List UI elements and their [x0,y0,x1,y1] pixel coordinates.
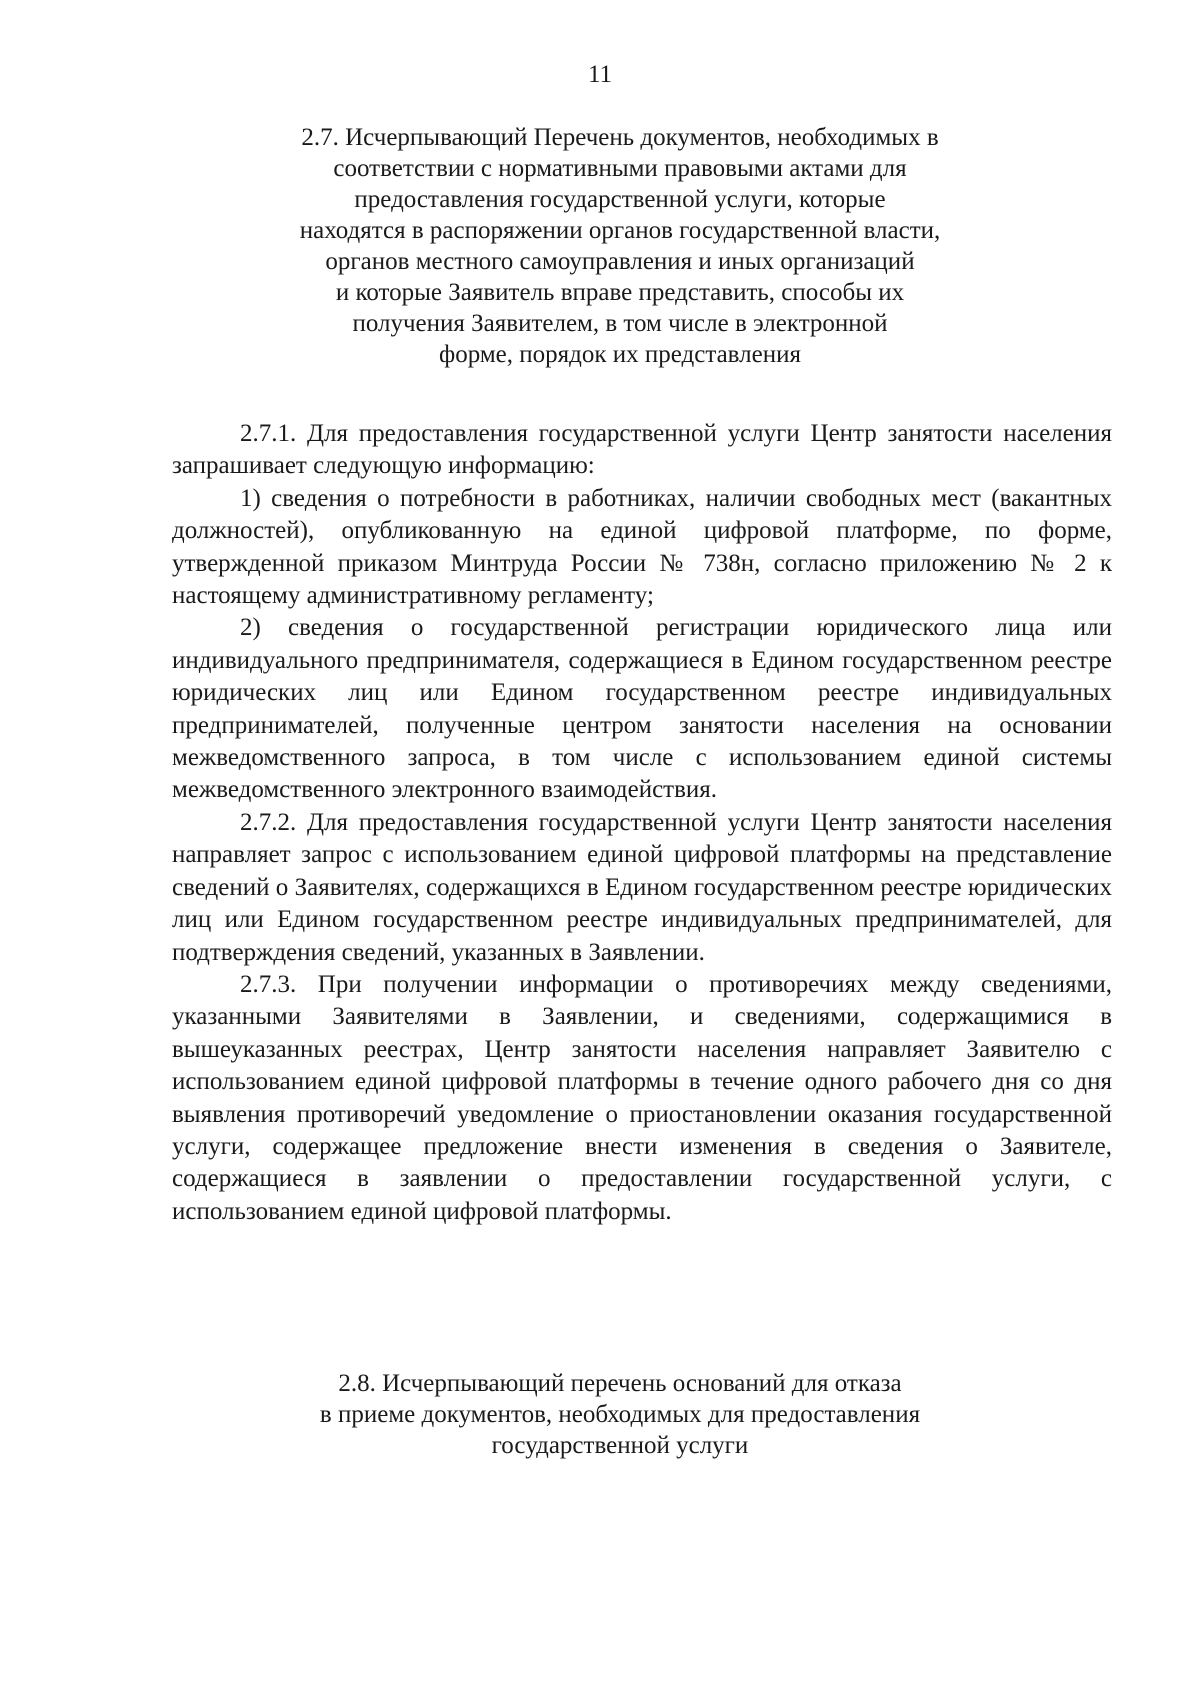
page-number: 11 [587,61,613,88]
heading-line: 2.7. Исчерпывающий Перечень документов, необходимых в [301,124,939,151]
heading-line: форме, порядок их представления [439,341,801,368]
list-item-2: 2) сведения о государственной регистрации юридического лица или индивидуального предпринимателя, содержащиеся в Едином государственном реестре юридических лиц или Едином государственном реестре индивидуальных предпринимателей, полученные центром занятости населения на основании межведомственного запроса, в том числе с использованием единой системы межведомственного электронного взаимодействия. [172,614,1112,804]
heading-line: получения Заявителем, в том числе в электронной [352,310,888,337]
heading-line: в приеме документов, необходимых для предоставления [319,1401,921,1428]
heading-line: 2.8. Исчерпывающий перечень оснований для отказа [338,1370,902,1397]
heading-line: находятся в распоряжении органов государственной власти, [299,217,941,244]
heading-line: и которые Заявитель вправе представить, способы их [335,279,905,306]
section-heading-2-8 [220,1368,1020,1461]
section-heading-2-7 [220,122,1020,370]
heading-line: соответствии с нормативными правовыми актами для [333,155,907,182]
paragraph-2-7-2: 2.7.2. Для предоставления государственной услуги Центр занятости населения направляет запрос с использованием единой цифровой платформы на представление сведений о Заявителях, содержащихся в Едином государственном реестре юридических лиц или Едином государственном реестре индивидуальных предпринимателей, для подтверждения сведений, указанных в Заявлении. [172,808,1112,966]
list-item-1: 1) сведения о потребности в работниках, наличии свободных мест (вакантных должностей), опубликованную на единой цифровой платформе, по форме, утвержденной приказом Минтруда России № 738н, согласно приложению № 2 к настоящему административному регламенту; [172,484,1112,610]
heading-line: предоставления государственной услуги, которые [354,186,886,213]
heading-line: государственной услуги [491,1432,749,1459]
body-text [172,418,1112,1228]
heading-line: органов местного самоуправления и иных организаций [325,248,915,275]
paragraph-2-7-1: 2.7.1. Для предоставления государственной услуги Центр занятости населения запрашивает следующую информацию: [172,420,1112,480]
paragraph-2-7-3: 2.7.3. При получении информации о противоречиях между сведениями, указанными Заявителями в Заявлении, и сведениями, содержащимися в вышеуказанных реестрах, Центр занятости населения направляет Заявителю с использованием единой цифровой платформы в течение одного рабочего дня со дня выявления противоречий уведомление о приостановлении оказания государственной услуги, содержащее предложение внести изменения в сведения о Заявителе, содержащиеся в заявлении о предоставлении государственной услуги, с использованием единой цифровой платформы. [172,970,1112,1225]
